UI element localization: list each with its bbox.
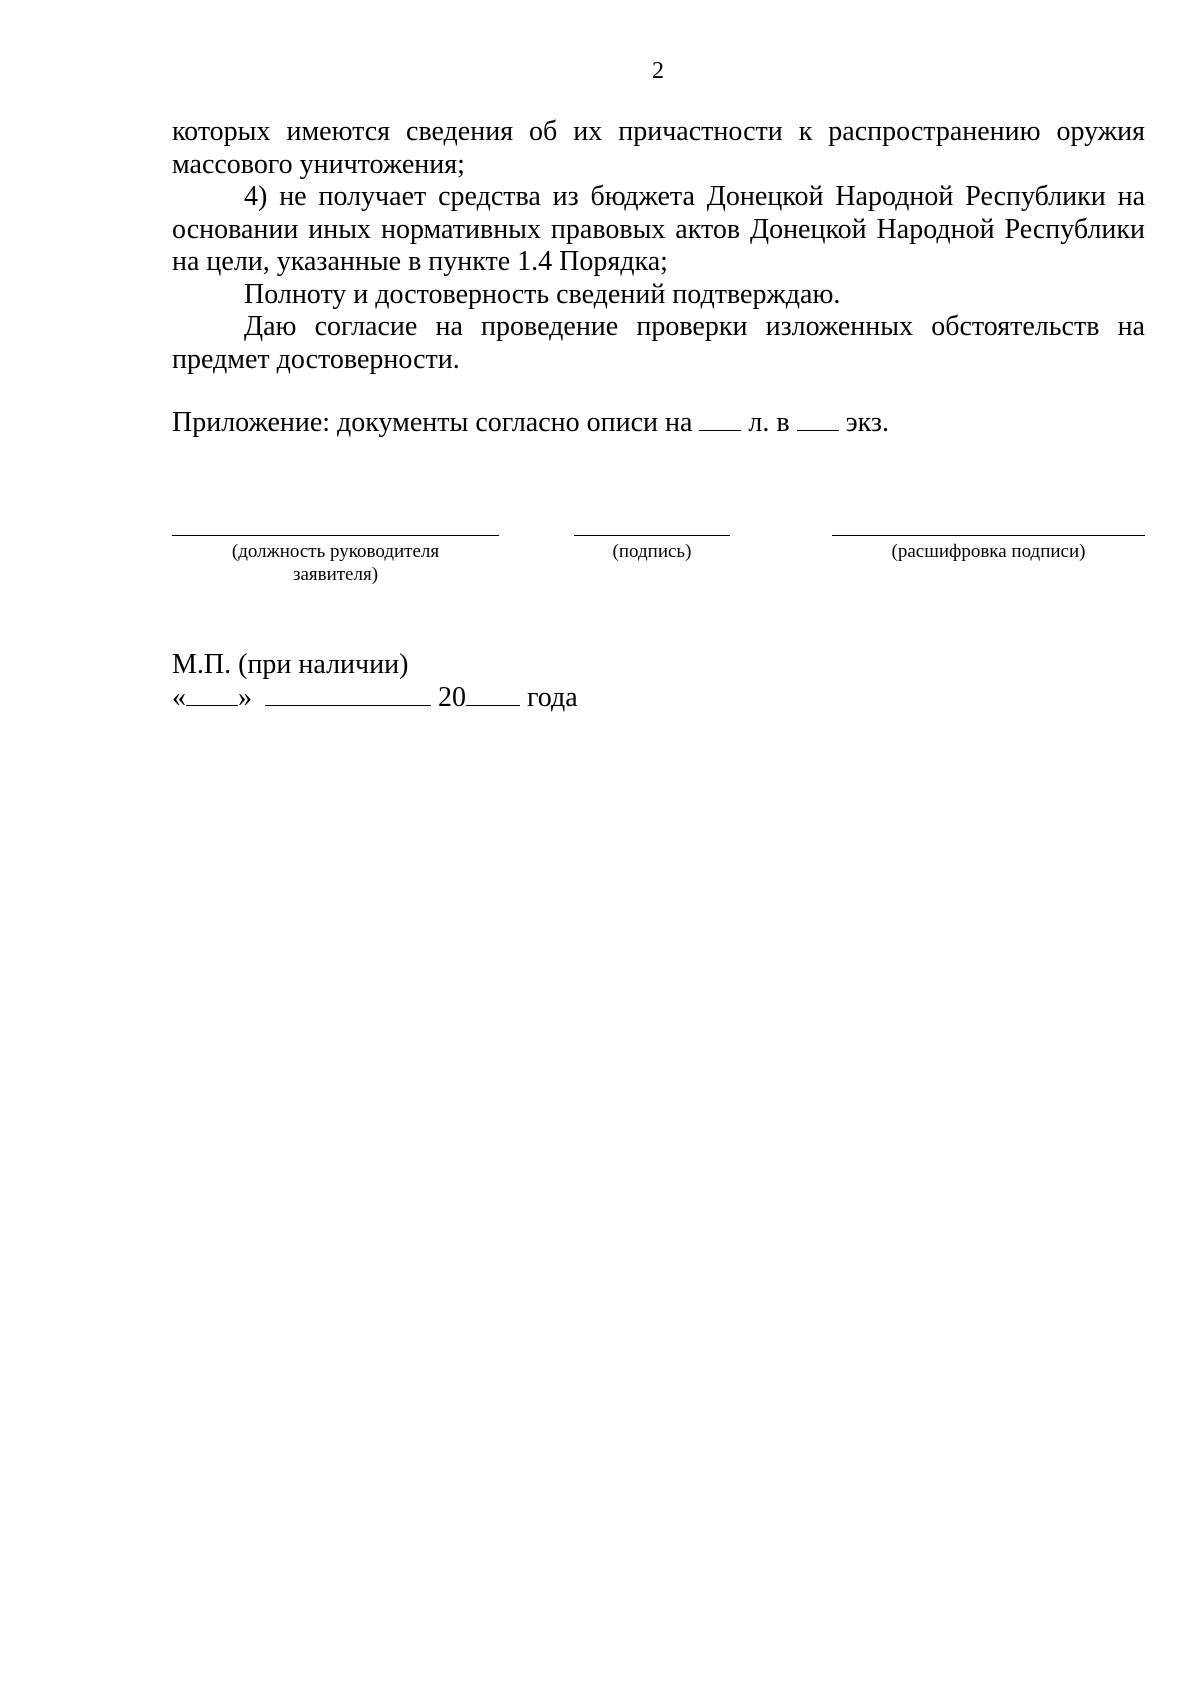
- date-line: [172, 682, 578, 714]
- signature-caption: (подпись): [612, 541, 692, 562]
- stamp-text: М.П. (при наличии): [172, 649, 409, 680]
- day-close-quote: »: [238, 682, 252, 713]
- attachment-middle: л. в: [748, 407, 790, 438]
- month-blank: [265, 683, 431, 706]
- year-blank: [466, 683, 520, 706]
- page-number: 2: [652, 58, 664, 84]
- day-open-quote: «: [172, 682, 186, 713]
- attachment-suffix: экз.: [845, 407, 889, 438]
- body-text: [172, 116, 1145, 376]
- paragraph-consent: Даю согласие на проведение проверки изложенных обстоятельств на предмет достоверности.: [172, 311, 1145, 375]
- paragraph-confirmation: Полноту и достоверность сведений подтверждаю.: [244, 278, 841, 310]
- decoding-signature-line: [832, 535, 1145, 536]
- position-caption: [172, 540, 499, 586]
- day-blank: [186, 683, 238, 706]
- decoding-caption: (расшифровка подписи): [891, 541, 1086, 562]
- sheets-count-blank: [699, 408, 741, 431]
- signature-line: [574, 535, 730, 536]
- position-caption-line1: (должность руководителя: [231, 541, 440, 562]
- year-word: года: [527, 682, 578, 713]
- paragraph-budget-clause: 4) не получает средства из бюджета Донецкой Народной Республики на основании иных нормативных правовых актов Донецкой Народной Республики на цели, указанные в пункте 1.4 Порядка;: [172, 181, 1145, 277]
- year-prefix: 20: [438, 682, 466, 713]
- position-signature-line: [172, 535, 499, 536]
- position-caption-line2: заявителя): [292, 564, 379, 585]
- paragraph-weapons-clause: которых имеются сведения об их причастности к распространению оружия массового уничтожения;: [172, 116, 1145, 180]
- copies-count-blank: [797, 408, 839, 431]
- attachment-prefix: Приложение: документы согласно описи на: [172, 407, 693, 438]
- attachment-line: [172, 407, 889, 439]
